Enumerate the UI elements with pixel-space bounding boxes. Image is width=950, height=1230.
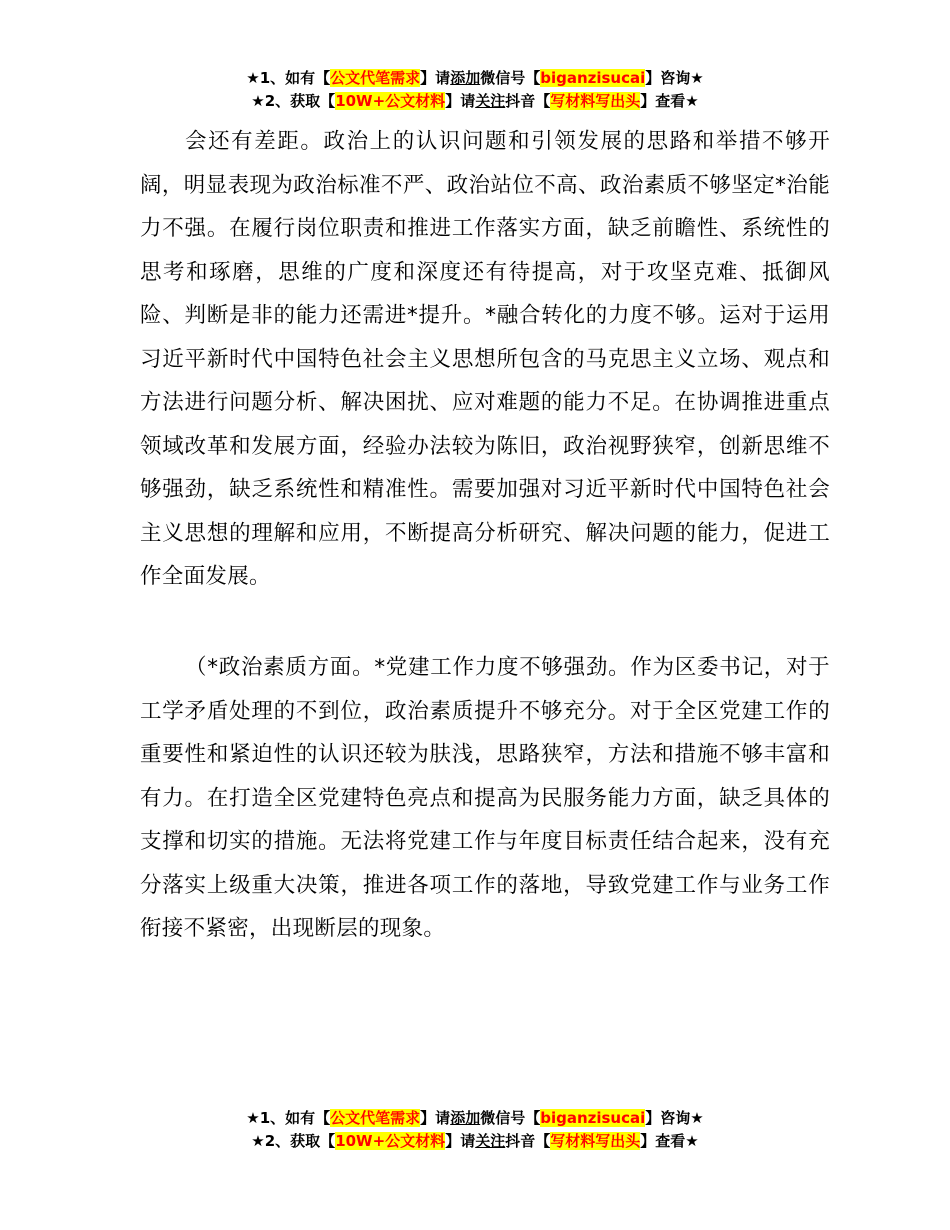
banner-underline: 关注 (475, 1132, 506, 1150)
banner-underline: 添加 (450, 69, 481, 87)
banner-highlight: biganzisucai (540, 1109, 646, 1127)
banner-text: 微信号【 (480, 1109, 541, 1127)
banner-line-2 (0, 90, 950, 113)
banner-text: 】请 (420, 69, 451, 87)
banner-text: 抖音【 (505, 92, 551, 110)
footer-banner (0, 1107, 950, 1153)
banner-text: 抖音【 (505, 1132, 551, 1150)
banner-text: 】咨询★ (645, 1109, 704, 1127)
banner-text: 微信号【 (480, 69, 541, 87)
banner-highlight: 公文代笔需求 (330, 69, 421, 87)
banner-text: 】请 (445, 1132, 476, 1150)
banner-underline: 关注 (475, 92, 506, 110)
banner-text: ★1、如有【 (246, 1109, 331, 1127)
banner-highlight: 10W+公文材料 (335, 1132, 446, 1150)
banner-text: ★1、如有【 (246, 69, 331, 87)
banner-highlight: 10W+公文材料 (335, 92, 446, 110)
banner-text: 】请 (420, 1109, 451, 1127)
paragraph-text: （*政治素质方面。*党建工作力度不够强劲。作为区委书记，对于工学矛盾处理的不到位，政治素质提升不够充分。对于全区党建工作的重要性和紧迫性的认识还较为肤浅，思路狭窄，方法和措施不够丰富和有力。在打造全区党建特色亮点和提高为民服务能力方面，缺乏具体的支撑和切实的措施。无法将党建工作与年度目标责任结合起来，没有充分落实上级重大决策，推进各项工作的落地，导致党建工作与业务工作衔接不紧密，出现断层的现象。 (140, 655, 830, 941)
banner-highlight: 公文代笔需求 (330, 1109, 421, 1127)
banner-underline: 添加 (450, 1109, 481, 1127)
banner-line-1 (0, 1107, 950, 1130)
paragraph-text: 会还有差距。政治上的认识问题和引领发展的思路和举措不够开阔，明显表现为政治标准不严、政治站位不高、政治素质不够坚定*治能力不强。在履行岗位职责和推进工作落实方面，缺乏前瞻性、系统性的思考和琢磨，思维的广度和深度还有待提高，对于攻坚克难、抵御风险、判断是非的能力还需进*提升。*融合转化的力度不够。运对于运用习近平新时代中国特色社会主义思想所包含的马克思主义立场、观点和方法进行问题分析、解决困扰、应对难题的能力不足。在协调推进重点领域改革和发展方面，经验办法较为陈旧，政治视野狭窄，创新思维不够强劲，缺乏系统性和精准性。需要加强对习近平新时代中国特色社会主义思想的理解和应用，不断提高分析研究、解决问题的能力，促进工作全面发展。 (140, 129, 830, 589)
body-paragraph-1 (140, 120, 830, 599)
banner-text: 】查看★ (640, 92, 699, 110)
banner-text: ★2、获取【 (251, 1132, 336, 1150)
header-banner (0, 67, 950, 113)
banner-line-1 (0, 67, 950, 90)
banner-text: ★2、获取【 (251, 92, 336, 110)
banner-line-2 (0, 1130, 950, 1153)
banner-text: 】咨询★ (645, 69, 704, 87)
banner-highlight: biganzisucai (540, 69, 646, 87)
banner-highlight: 写材料写出头 (550, 1132, 641, 1150)
banner-highlight: 写材料写出头 (550, 92, 641, 110)
banner-text: 】查看★ (640, 1132, 699, 1150)
banner-text: 】请 (445, 92, 476, 110)
body-paragraph-2 (140, 646, 830, 951)
